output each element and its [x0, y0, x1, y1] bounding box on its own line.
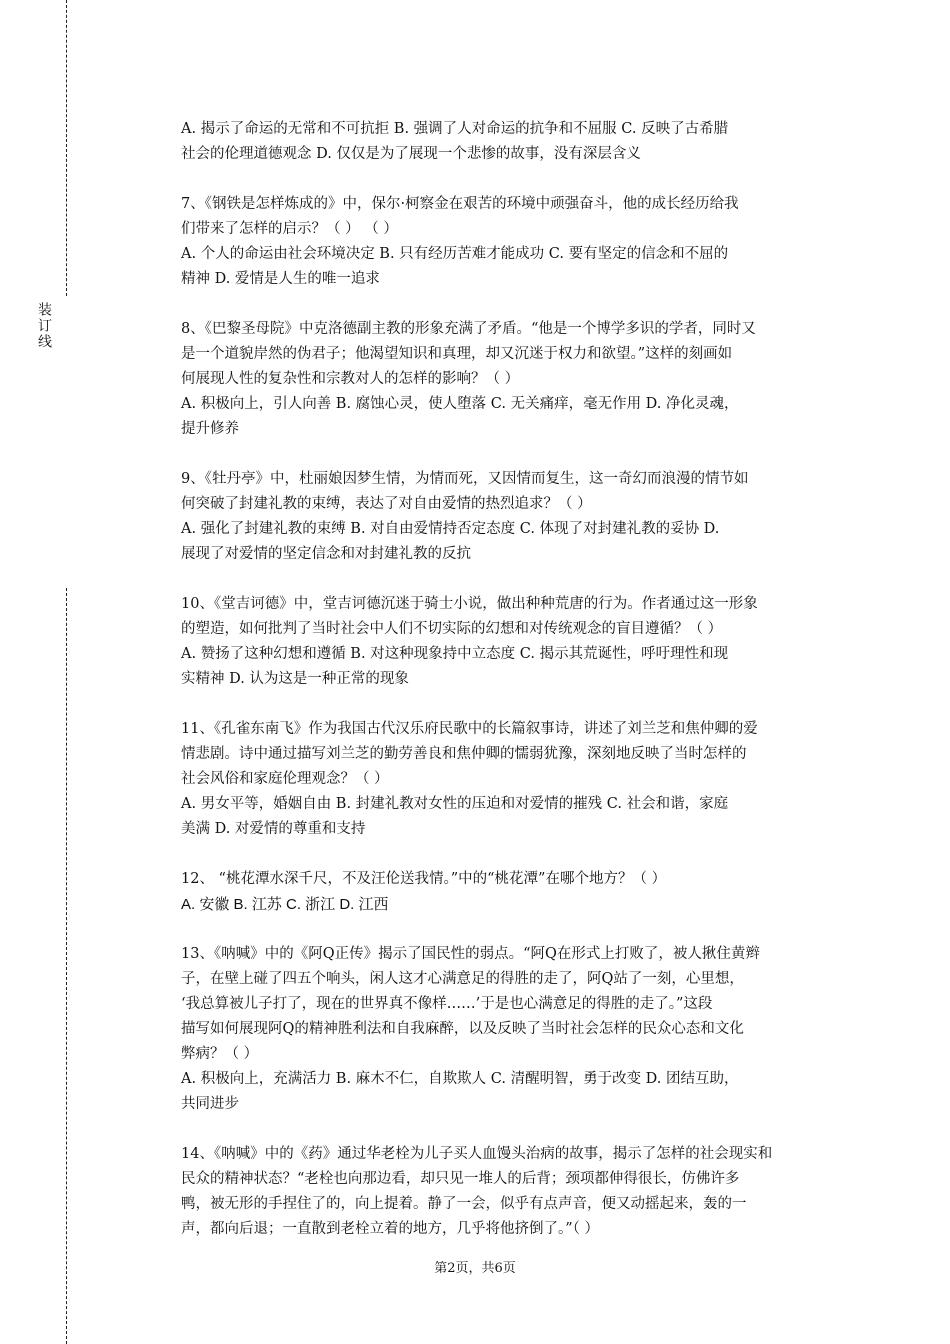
text-line: 描写如何展现阿Q的精神胜利法和自我麻醉，以及反映了当时社会怎样的民众心态和文化: [181, 1021, 744, 1037]
question-block: [181, 867, 837, 917]
text-line: A. 个人的命运由社会环境决定 B. 只有经历苦难才能成功 C. 要有坚定的信念和不屈的: [181, 246, 729, 262]
text-line: 弊病？（ ）: [181, 1046, 259, 1062]
question-block: [181, 942, 837, 1117]
text-line: A. 安徽 B. 江苏 C. 浙江 D. 江西: [181, 896, 389, 913]
text-line: A. 男女平等，婚姻自由 B. 封建礼教对女性的压迫和对爱情的摧残 C. 社会和谐，家庭: [181, 796, 729, 812]
binding-dashed-line-top: [66, 0, 67, 296]
question-content: [181, 117, 837, 1267]
page-footer: 第2页，共6页: [434, 1261, 516, 1276]
text-line: 社会的伦理道德观念 D. 仅仅是为了展现一个悲惨的故事，没有深层含义: [181, 146, 641, 162]
text-line: 提升修养: [181, 421, 239, 437]
text-line: A. 强化了封建礼教的束缚 B. 对自由爱情持否定态度 C. 体现了对封建礼教的妥协 D.: [181, 521, 720, 537]
binding-dashed-line-bottom: [66, 588, 67, 1344]
text-line: 实精神 D. 认为这是一种正常的现象: [181, 671, 409, 687]
question-block: [181, 192, 837, 292]
text-line: 展现了对爱情的坚定信念和对封建礼教的反抗: [181, 546, 471, 562]
text-line: 7、《钢铁是怎样炼成的》中，保尔·柯察金在艰苦的环境中顽强奋斗，他的成长经历给我: [181, 196, 739, 212]
text-line: 9、《牡丹亭》中，杜丽娘因梦生情，为情而死，又因情而复生，这一奇幻而浪漫的情节如: [181, 471, 749, 487]
binding-label: 装订线: [36, 302, 52, 350]
text-line: 情悲剧。诗中通过描写刘兰芝的勤劳善良和焦仲卿的懦弱犹豫，深刻地反映了当时怎样的: [181, 746, 747, 762]
text-line: 共同进步: [181, 1096, 239, 1112]
text-line: 13、《呐喊》中的《阿Q正传》揭示了国民性的弱点。“阿Q在形式上打败了，被人揪住黄辫: [181, 946, 760, 962]
text-line: 声，都向后退；一直散到老栓立着的地方，几乎将他挤倒了。”（ ）: [181, 1221, 600, 1237]
text-line: 何展现人性的复杂性和宗教对人的怎样的影响？（ ）: [181, 371, 520, 387]
text-line: 子，在壁上碰了四五个响头，闲人这才心满意足的得胜的走了，阿Q站了一刻，心里想，: [181, 971, 744, 987]
question-block: [181, 117, 837, 167]
text-line: 10、《堂吉诃德》中，堂吉诃德沉迷于骑士小说，做出种种荒唐的行为。作者通过这一形象: [181, 596, 758, 612]
question-block: [181, 592, 837, 692]
text-line: 美满 D. 对爱情的尊重和支持: [181, 821, 366, 837]
text-line: A. 积极向上，引人向善 B. 腐蚀心灵，使人堕落 C. 无关痛痒，毫无作用 D. 净化灵魂，: [181, 396, 739, 412]
text-line: 精神 D. 爱情是人生的唯一追求: [181, 271, 380, 287]
text-line: 11、《孔雀东南飞》作为我国古代汉乐府民歌中的长篇叙事诗，讲述了刘兰芝和焦仲卿的爱: [181, 721, 758, 737]
text-line: 是一个道貌岸然的伪君子；他渴望知识和真理，却又沉迷于权力和欲望。”这样的刻画如: [181, 346, 733, 362]
text-line: 鸭，被无形的手捏住了的，向上提着。静了一会，似乎有点声音，便又动摇起来，轰的一: [181, 1196, 747, 1212]
question-block: [181, 467, 837, 567]
text-line: 民众的精神状态？“老栓也向那边看，却只见一堆人的后背；颈项都伸得很长，仿佛许多: [181, 1171, 740, 1187]
text-line: 的塑造，如何批判了当时社会中人们不切实际的幻想和对传统观念的盲目遵循？（ ）: [181, 621, 723, 637]
text-line: A. 积极向上，充满活力 B. 麻木不仁，自欺欺人 C. 清醒明智，勇于改变 D. 团结互助，: [181, 1071, 739, 1087]
text-line: 12、 “桃花潭水深千尺，不及汪伦送我情。”中的“桃花潭”在哪个地方？（ ）: [181, 871, 667, 887]
text-line: 8、《巴黎圣母院》中克洛德副主教的形象充满了矛盾。“他是一个博学多识的学者，同时又: [181, 321, 756, 337]
text-line: 何突破了封建礼教的束缚，表达了对自由爱情的热烈追求？（ ）: [181, 496, 592, 512]
text-line: 们带来了怎样的启示？（ ） （ ）: [181, 221, 398, 237]
question-block: [181, 317, 837, 442]
text-line: A. 揭示了命运的无常和不可抗拒 B. 强调了人对命运的抗争和不屈服 C. 反映了古希腊: [181, 121, 729, 137]
question-block: [181, 717, 837, 842]
question-block: [181, 1142, 837, 1242]
text-line: A. 赞扬了这种幻想和遵循 B. 对这种现象持中立态度 C. 揭示其荒诞性，呼吁理性和现: [181, 646, 729, 662]
text-line: 社会风俗和家庭伦理观念？（ ）: [181, 771, 389, 787]
text-line: 14、《呐喊》中的《药》通过华老栓为儿子买人血馒头治病的故事，揭示了怎样的社会现实和: [181, 1146, 773, 1162]
text-line: ‘我总算被儿子打了，现在的世界真不像样……’于是也心满意足的得胜的走了。”这段: [181, 996, 713, 1012]
